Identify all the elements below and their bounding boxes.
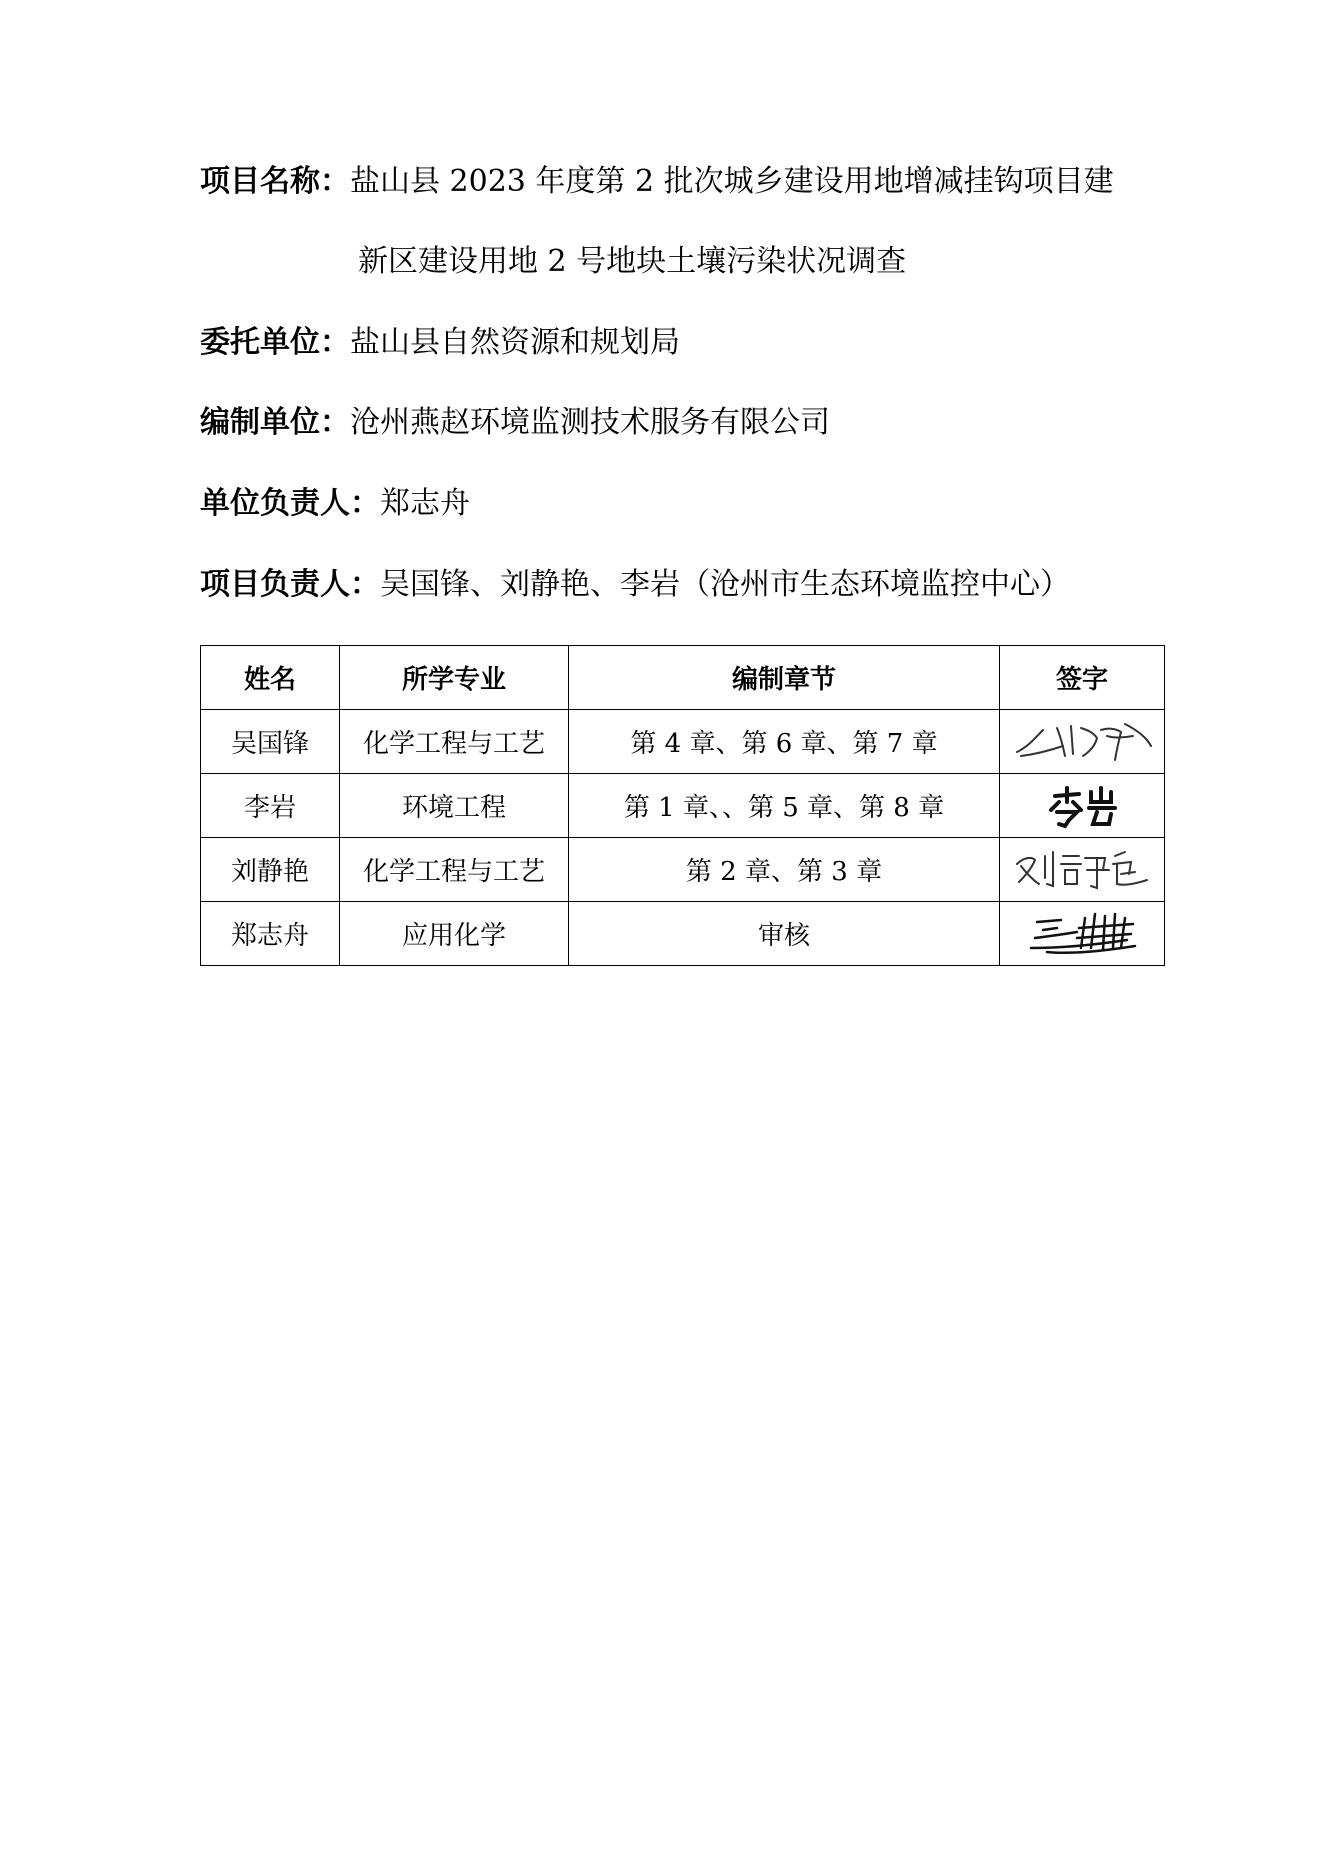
table-row <box>201 902 1165 966</box>
project-name-continuation: 新区建设用地 2 号地块土壤污染状况调查 <box>358 244 907 279</box>
project-name-label: 项目名称： <box>200 164 350 199</box>
signature-image <box>1007 844 1157 896</box>
project-name-line <box>200 162 1114 202</box>
cell-chapters: 第 4 章、第 6 章、第 7 章 <box>569 710 1000 774</box>
compiler-value: 沧州燕赵环境监测技术服务有限公司 <box>350 405 830 440</box>
header-chapters: 编制章节 <box>569 646 1000 710</box>
client-value: 盐山县自然资源和规划局 <box>350 325 680 360</box>
unit-head-value: 郑志舟 <box>380 486 470 521</box>
cell-major: 环境工程 <box>340 774 569 838</box>
cell-major: 化学工程与工艺 <box>340 838 569 902</box>
signature-image <box>1007 780 1157 832</box>
cell-chapters: 第 2 章、第 3 章 <box>569 838 1000 902</box>
cell-chapters: 第 1 章、、第 5 章、第 8 章 <box>569 774 1000 838</box>
cell-chapters: 审核 <box>569 902 1000 966</box>
cell-major: 应用化学 <box>340 902 569 966</box>
header-signature: 签字 <box>1000 646 1165 710</box>
cell-name: 郑志舟 <box>201 902 340 966</box>
table-header-row <box>201 646 1165 710</box>
cell-signature <box>1000 774 1165 838</box>
cell-name: 刘静艳 <box>201 838 340 902</box>
table-row <box>201 774 1165 838</box>
table-row <box>201 710 1165 774</box>
signature-image <box>1007 716 1157 768</box>
cell-signature <box>1000 902 1165 966</box>
table-row <box>201 838 1165 902</box>
header-name: 姓名 <box>201 646 340 710</box>
project-name-value: 盐山县 2023 年度第 2 批次城乡建设用地增减挂钩项目建 <box>350 164 1114 199</box>
cell-name: 李岩 <box>201 774 340 838</box>
client-line <box>200 323 680 363</box>
cell-signature <box>1000 838 1165 902</box>
staff-table <box>200 645 1165 966</box>
compiler-label: 编制单位： <box>200 405 350 440</box>
unit-head-label: 单位负责人： <box>200 486 380 521</box>
compiler-line <box>200 403 830 443</box>
cell-major: 化学工程与工艺 <box>340 710 569 774</box>
unit-head-line <box>200 484 470 524</box>
project-head-label: 项目负责人： <box>200 567 380 602</box>
project-head-line <box>200 565 1070 605</box>
cell-signature <box>1000 710 1165 774</box>
cell-name: 吴国锋 <box>201 710 340 774</box>
client-label: 委托单位： <box>200 325 350 360</box>
header-major: 所学专业 <box>340 646 569 710</box>
signature-image <box>1007 908 1157 960</box>
project-head-value: 吴国锋、刘静艳、李岩（沧州市生态环境监控中心） <box>380 567 1070 602</box>
